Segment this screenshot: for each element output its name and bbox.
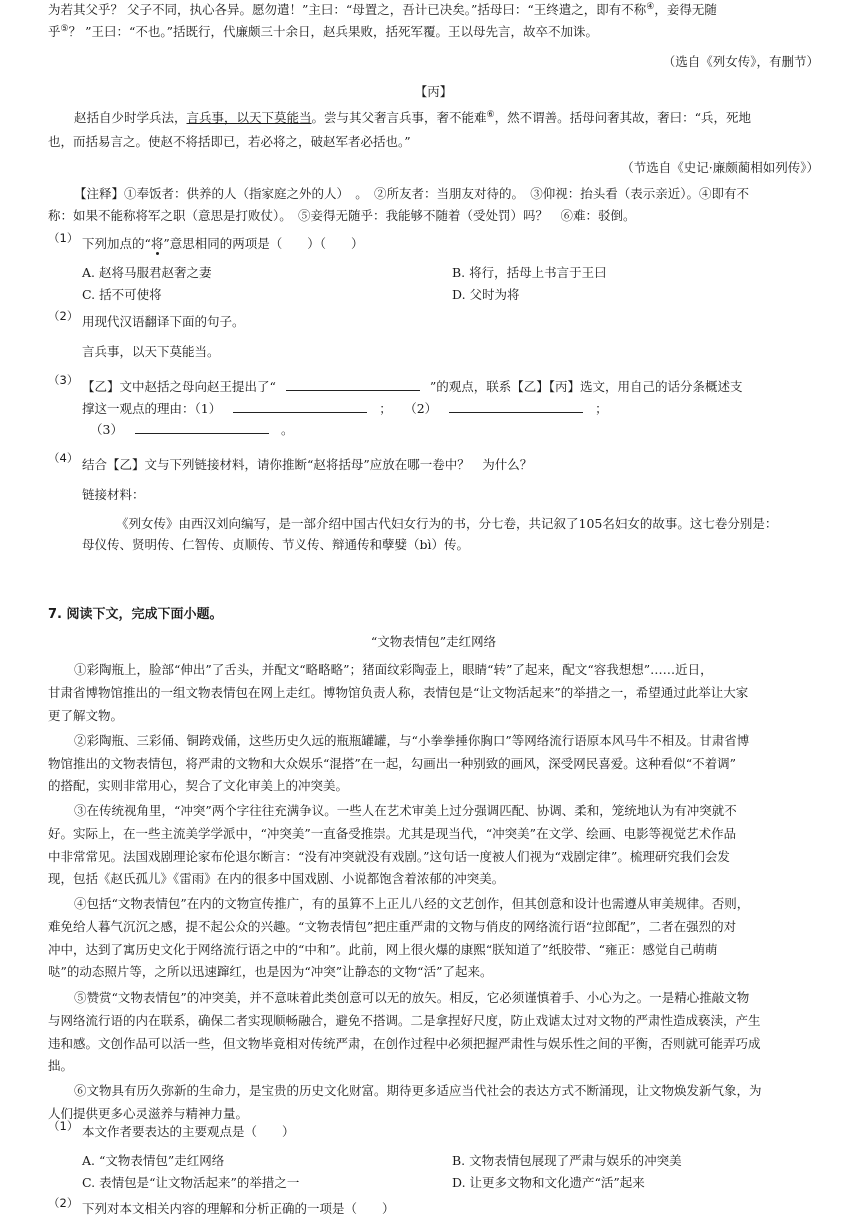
source-lienv: （选自《列女传》，有删节） [662, 54, 819, 69]
paragraph-5-line: 拙。 [48, 1058, 74, 1073]
top-line-1 [48, 0, 717, 18]
paragraph-4-line: 难免给人暮气沉沉之感，提不起公众的兴趣。“文物表情包”把庄重严肃的文物与俏皮的网络流行语“拉郎配”，二者在强烈的对 [48, 919, 737, 934]
paragraph-2-line: 的搭配，实则非常用心，契合了文化审美上的冲突美。 [48, 778, 349, 793]
text: ，然不谓善。括母问奢其故，奢曰：“兵，死地 [494, 110, 752, 125]
paragraph-4-line: ④包括“文物表情包”在内的文物宣传推广，有的虽算不上正儿八经的文艺创作，但其创意和设计也需遵从审美规律。否则， [74, 896, 750, 911]
footnote-mark: ④ [646, 1, 655, 12]
bing-line-2: 也，而括易言之。使赵不将括即已，若必将之，破赵军者必括也。” [48, 134, 411, 149]
link-material-line-1: 《列女传》由西汉刘向编写，是一部介绍中国古代妇女行为的书，分七卷，共记叙了105名妇女的故事。这七卷分别是： [116, 516, 778, 531]
text: C. 括不可使将 [82, 287, 162, 302]
text: 撑这一观点的理由：（1） [82, 401, 222, 416]
text: ”意思相同的两项是（ ）（ ） [163, 236, 364, 251]
paragraph-5-line: ⑤赞赏“文物表情包”的冲突美，并不意味着此类创意可以无的放矢。相反，它必须谨慎着手、小心为之。一是精心推敲文物 [74, 990, 750, 1005]
question-stem [82, 377, 743, 395]
paragraph-2-line: 物馆推出的文物表情包，将严肃的文物和大众娱乐“混搭”在一起，勾画出一种别致的画风，深受网民喜爱。这种看似“不着调” [48, 756, 737, 771]
bing-line-1 [74, 108, 751, 126]
underlined-sentence: 言兵事，以天下莫能当 [186, 110, 312, 125]
paragraph-5-line: 违和感。文创作品可以活一些，但文物毕竟相对传统严肃，在创作过程中必须把握严肃性与娱乐性之间的平衡，否则就可能弄巧成 [48, 1036, 761, 1051]
question-number: （3） [48, 373, 79, 387]
source-shiji: （节选自《史记·廉颇蔺相如列传》） [621, 160, 819, 175]
notes-line-2: 称：如果不能称将军之职（意思是打败仗）。 ⑤妾得无随乎：我能够不随着（受处罚）吗？ ⑥难：驳倒。 [48, 208, 636, 223]
paragraph-1-line: ①彩陶瓶上，脸部“伸出”了舌头，并配文“略略略”；猪面纹彩陶壶上，眼睛“转”了起来，配文“容我想想”……近日， [74, 662, 713, 677]
option-b[interactable]: B. 将行，括母上书言于王曰 [452, 265, 607, 280]
answer-blank[interactable] [449, 400, 583, 413]
paragraph-3-line: 好。实际上，在一些主流美学学派中，“冲突美”一直备受推崇。尤其是现当代，“冲突美”在文学、绘画、电影等视觉艺术作品 [48, 826, 737, 841]
paragraph-6-line: ⑥文物具有历久弥新的生命力，是宝贵的历史文化财富。期待更多适应当代社会的表达方式不断涌现，让文物焕发新气象，为 [74, 1083, 762, 1098]
option-d[interactable]: D. 让更多文物和文化遗产“活”起来 [452, 1175, 645, 1190]
top-line-2 [48, 22, 598, 40]
text: （3） [90, 422, 123, 437]
link-material-label: 链接材料： [82, 487, 145, 502]
text: ； [595, 401, 608, 416]
paragraph-1-line: 甘肃省博物馆推出的一组文物表情包在网上走红。博物馆负责人称，表情包是“让文物活起来”的举措之一，希望通过此举让大家 [48, 685, 749, 700]
paragraph-6-line: 人们提供更多心灵滋养与精神力量。 [48, 1106, 249, 1121]
question-number: （1） [48, 1119, 79, 1133]
option-a[interactable]: A. “文物表情包”走红网络 [82, 1153, 225, 1168]
question-stem: 本文作者要表达的主要观点是（ ） [82, 1124, 295, 1139]
answer-blank[interactable] [286, 378, 420, 391]
text: 赵括自少时学兵法， [74, 110, 187, 125]
section-title: 7. 阅读下文，完成下面小题。 [48, 607, 223, 622]
question-number: （1） [48, 231, 79, 245]
paragraph-1-line: 更了解文物。 [48, 708, 124, 723]
question-line-3 [90, 420, 293, 438]
paragraph-4-line: 哒”的动态照片等，之所以迅速蹿红，也是因为“冲突”让静态的文物“活”了起来。 [48, 964, 493, 979]
question-number: （2） [48, 1196, 79, 1210]
text: ； （2） [379, 401, 438, 416]
paragraph-3-line: ③在传统视角里，“冲突”两个字往往充满争议。一些人在艺术审美上过分强调匹配、协调、柔和，笼统地认为有冲突就不 [74, 803, 737, 818]
option-d[interactable]: D. 父时为将 [452, 287, 520, 302]
link-material-line-2: 母仪传、贤明传、仁智传、贞顺传、节义传、辩通传和孽嬖（bì）传。 [82, 537, 470, 552]
question-line-2 [82, 399, 608, 417]
option-b[interactable]: B. 文物表情包展现了严肃与娱乐的冲突美 [452, 1153, 682, 1168]
bing-heading: 【丙】 [414, 84, 453, 99]
paragraph-4-line: 冲中，达到了寓历史文化于网络流行语之中的“中和”。此前，网上很火爆的康熙“朕知道了”纸胶带、“雍正：感觉自己萌萌 [48, 942, 718, 957]
notes-line-1: 【注释】①奉饭者：供养的人（指家庭之外的人） 。 ②所友者：当朋友对待的。 ③仰视：抬头看（表示亲近）。④即有不 [74, 186, 750, 201]
text: 为若其父乎？ 父子不同，执心各异。愿勿遣！”主曰：“母置之，吾计已决矣。”括母曰：“王终遣之，即有不称 [48, 2, 647, 17]
answer-blank[interactable] [135, 421, 269, 434]
footnote-mark: ⑤ [60, 23, 69, 34]
option-c[interactable]: C. 表情包是“让文物活起来”的举措之一 [82, 1175, 300, 1190]
answer-blank[interactable] [233, 400, 367, 413]
question-number: （2） [48, 309, 79, 323]
paragraph-3-line: 中非常常见。法国戏剧理论家布伦退尔断言：“没有冲突就没有戏剧。”这句话一度被人们视为“戏剧定律”。梳理研究我们会发 [48, 849, 730, 864]
question-stem: 用现代汉语翻译下面的句子。 [82, 314, 245, 329]
text: 下列加点的“ [82, 236, 151, 251]
question-stem [82, 234, 364, 252]
dotted-character: 将 [150, 236, 164, 251]
text: ？ ”王曰：“不也。”括既行，代廉颇三十余日，赵兵果败，括死军覆。王以母先言，故卒不加诛。 [68, 24, 598, 39]
option-a[interactable]: A. 赵将马服君赵奢之妻 [82, 265, 212, 280]
article-title: “文物表情包”走红网络 [370, 634, 497, 649]
paragraph-5-line: 与网络流行语的内在联系，确保二者实现顺畅融合，避免不搭调。二是拿捏好尺度，防止戏谑太过对文物的严肃性造成亵渎，产生 [48, 1013, 761, 1028]
question-stem: 下列对本文相关内容的理解和分析正确的一项是（ ） [82, 1201, 395, 1216]
text: 乎 [48, 24, 61, 39]
question-number: （4） [48, 451, 79, 465]
paragraph-2-line: ②彩陶瓶、三彩俑、铜跨戏俑，这些历史久远的瓶瓶罐罐，与“小拳拳捶你胸口”等网络流行语原本风马牛不相及。甘肃省博 [74, 733, 750, 748]
text: 。尝与其父奢言兵事，奢不能难 [311, 110, 487, 125]
text: 。 [280, 422, 294, 437]
footnote-mark: ⑥ [486, 109, 495, 120]
text: 【乙】文中赵括之母向赵王提出了“ [82, 379, 276, 394]
text: ，妾得无随 [654, 2, 717, 17]
option-c[interactable] [82, 285, 162, 303]
question-stem: 结合【乙】文与下列链接材料，请你推断“赵将括母”应放在哪一卷中？ 为什么？ [82, 457, 533, 472]
text: ”的观点，联系【乙】【丙】选文，用自己的话分条概述支 [429, 379, 743, 394]
paragraph-3-line: 现，包括《赵氏孤儿》《雷雨》在内的很多中国戏剧、小说都饱含着浓郁的冲突美。 [48, 871, 505, 886]
translate-sentence: 言兵事，以天下莫能当。 [82, 344, 220, 359]
